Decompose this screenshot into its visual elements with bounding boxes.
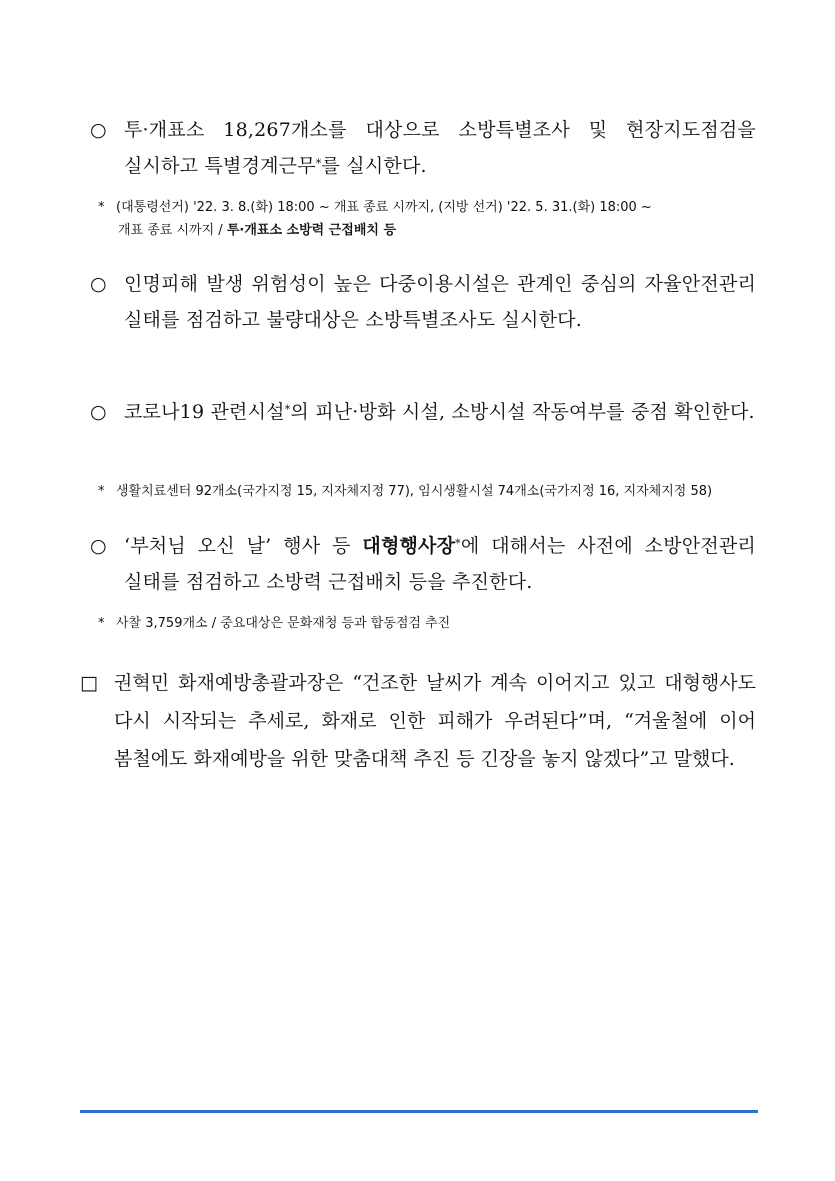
footnote-marker: *: [284, 403, 291, 416]
footnote-marker: *: [455, 537, 461, 550]
circle-bullet: ○: [90, 119, 107, 141]
footnote-marker: *: [315, 157, 322, 170]
footnote-2: * 생활치료센터 92개소(국가지정 15, 지자체지정 77), 임시생활시설 74개소(국가지정 16, 지자체지정 58): [98, 480, 758, 503]
footnote-star: *: [98, 484, 105, 499]
circle-bullet: ○: [90, 535, 107, 557]
bullet-item-4: [90, 528, 756, 600]
footer-rule: [80, 1110, 758, 1113]
bold-phrase: 대형행사장: [362, 535, 456, 557]
footnote-3: * 사찰 3,759개소 / 중요대상은 문화재청 등과 합동점검 추진: [98, 612, 758, 635]
bullet-text: 인명피해 발생 위험성이 높은 다중이용시설은 관계인 중심의 자율안전관리 실태를 점검하고 불량대상은 소방특별조사도 실시한다.: [124, 273, 756, 331]
bullet-text: 코로나19 관련시설*의 피난·방화 시설, 소방시설 작동여부를 중점 확인한다.: [124, 401, 755, 423]
closing-paragraph: [80, 664, 756, 778]
closing-text: 권혁민 화재예방총괄과장은 “건조한 날씨가 계속 이어지고 있고 대형행사도 다시 시작되는 추세로, 화재로 인한 피해가 우려된다”며, “겨울철에 이어 봄철에도 화재예방을 위한 맞춤대책 추진 등 긴장을 놓지 않겠다”고 말했다.: [114, 672, 756, 770]
square-bullet: □: [80, 672, 98, 694]
bullet-item-1: [90, 112, 756, 184]
circle-bullet: ○: [90, 273, 107, 295]
bullet-item-3: [90, 394, 756, 430]
footnote-star: *: [98, 616, 105, 631]
circle-bullet: ○: [90, 401, 107, 423]
bullet-item-2: [90, 266, 756, 338]
footnote-bold-text: 투·개표소 소방력 근접배치 등: [226, 223, 397, 238]
bullet-text: ‘부처님 오신 날’ 행사 등 대형행사장*에 대해서는 사전에 소방안전관리 실태를 점검하고 소방력 근접배치 등을 추진한다.: [124, 535, 756, 593]
bullet-text: 투·개표소 18,267개소를 대상으로 소방특별조사 및 현장지도점검을 실시하고 특별경계근무*를 실시한다.: [124, 119, 756, 177]
footnote-1: * (대통령선거) '22. 3. 8.(화) 18:00 ~ 개표 종료 시까지, (지방 선거) '22. 5. 31.(화) 18:00 ~ 개표 종료 시까지 / 투·개표소 소방력 근접배치 등: [98, 196, 758, 242]
footnote-star: *: [98, 200, 105, 215]
